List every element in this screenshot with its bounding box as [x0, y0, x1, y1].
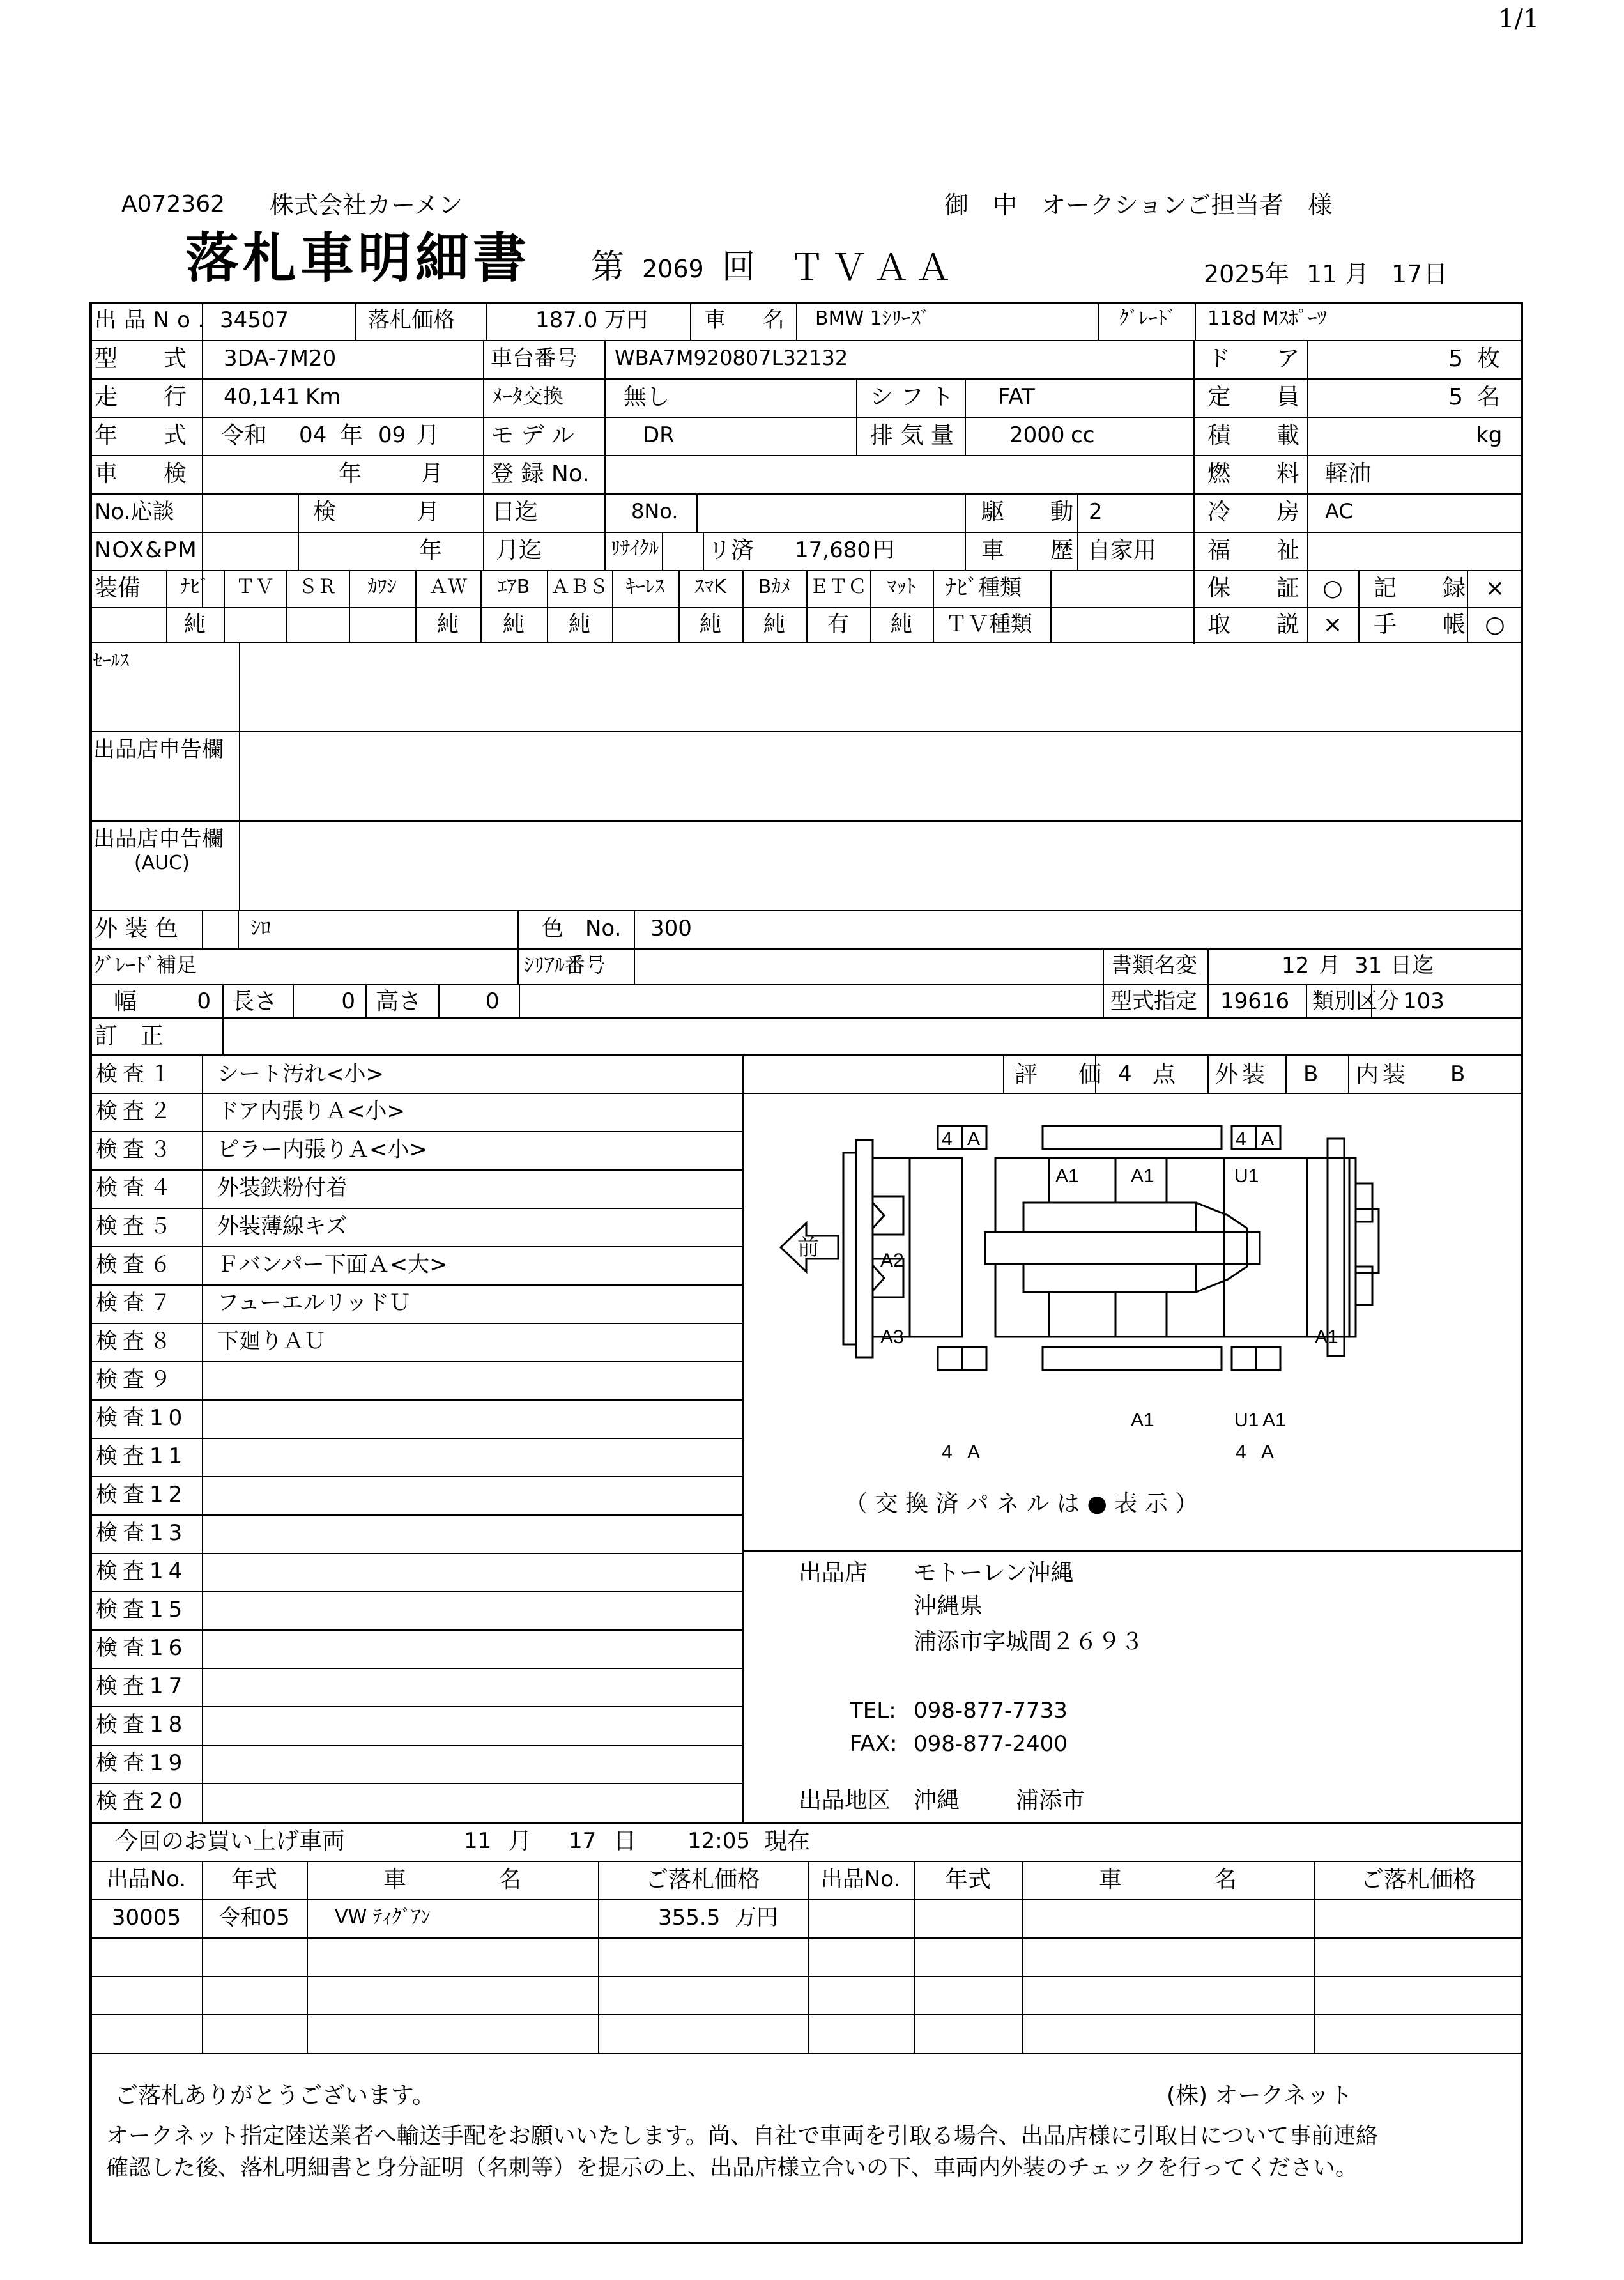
purchases-genzai: 現在 [764, 1828, 811, 1854]
record-label: 記 録 [1374, 575, 1466, 601]
name-label: 車 名 [704, 307, 792, 333]
auction-name: ＴＶＡＡ [789, 247, 958, 289]
inspection-row-line [91, 1706, 742, 1707]
width-label: 幅 [114, 989, 137, 1015]
class-label: 類別区分 [1312, 989, 1399, 1014]
equip-value-4: 純 [437, 612, 459, 637]
colorno-label: 色 No. [542, 916, 622, 941]
footer-thanks: ご落札ありがとうございます。 [115, 2083, 436, 2109]
col-name-1: 車 名 [383, 1867, 522, 1893]
length-value: 0 [341, 989, 355, 1014]
inspection-row-line [91, 1514, 742, 1516]
inspection-row-line [91, 1399, 742, 1401]
inspection-item-6: Ｆバンパー下面Ａ<大> [217, 1252, 448, 1277]
height-value: 0 [486, 989, 500, 1014]
inspection-item-3: ピラー内張りＡ<小> [217, 1137, 427, 1162]
diagram-mark-rear-l: U1 [1234, 1166, 1259, 1187]
drive-value: 2 [1089, 499, 1103, 525]
page-number: 1/1 [1498, 4, 1540, 34]
inspection-label-13: 検査13 [96, 1520, 188, 1546]
lot-value: 34507 [220, 307, 289, 333]
serial-label: ｼﾘｱﾙ番号 [524, 953, 606, 977]
doc-month: 12 [1282, 953, 1310, 978]
history-value: 自家用 [1087, 537, 1157, 564]
mileage-label: 走 行 [95, 384, 187, 410]
exterior-value: B [1303, 1061, 1319, 1087]
auc-label: (AUC) [134, 852, 190, 874]
col-lot-2: 出品No. [820, 1867, 901, 1892]
inspection-label-19: 検査19 [96, 1750, 188, 1776]
type-designation-label: 型式指定 [1110, 989, 1197, 1014]
inspection-row-line [91, 1553, 742, 1554]
issue-year: 2025 [1204, 260, 1266, 288]
issue-month: 11 [1306, 260, 1338, 288]
purchase-lot: 30005 [111, 1905, 181, 1930]
inspection-label: 車 検 [95, 461, 187, 487]
diagram-mark-rl-a: A [1261, 1128, 1275, 1150]
fuel-value: 軽油 [1325, 461, 1372, 487]
equip-header-3: ｶﾜｼ [367, 576, 397, 598]
year-mm: 09 [378, 422, 406, 448]
length-label: 長さ [231, 989, 278, 1015]
inspection-label-20: 検査20 [96, 1789, 188, 1814]
booklet-label: 手 帳 [1374, 612, 1466, 638]
inspection-item-7: フューエルリッドＵ [217, 1290, 411, 1316]
area-label: 出品地区 [799, 1787, 891, 1814]
inspection-label-4: 検査４ [96, 1175, 176, 1201]
col-price-1: ご落札価格 [645, 1867, 761, 1893]
equip-value-5: 純 [503, 612, 525, 637]
inspection-row-line [91, 1745, 742, 1746]
grade-correct-label: ｸﾞﾚｰﾄﾞ補足 [95, 953, 197, 977]
diagram-mark-front-upper: A2 [880, 1250, 904, 1271]
inspection-label-10: 検査10 [96, 1405, 188, 1431]
displacement-value: 2000 [1009, 422, 1065, 448]
shop-remark-label: 出品店申告欄 [93, 737, 224, 762]
interior-label: 内装 [1356, 1061, 1410, 1088]
diagram-mark-fr-4: 4 [942, 1442, 953, 1463]
year-label: 年 式 [95, 422, 187, 449]
warranty-value: ○ [1322, 575, 1343, 601]
area-pref: 沖縄 [914, 1787, 960, 1814]
purchase-unit: 万円 [735, 1905, 778, 1930]
capacity-value: 5 [1448, 384, 1463, 410]
inspection-row-line [91, 1246, 742, 1247]
inspection-label-11: 検査11 [96, 1444, 188, 1469]
mileage-value: 40,141 [224, 384, 300, 410]
chassis-value: WBA7M920807L32132 [615, 346, 848, 370]
ken-month-label: 月 [417, 499, 440, 525]
modelname-value: DR [643, 422, 675, 448]
area-city: 浦添市 [1016, 1787, 1085, 1814]
equip-header-5: ｴｱB [497, 576, 530, 598]
inspection-row-line [91, 1591, 742, 1592]
diagram-mark-rear-bumper: A1 [1315, 1327, 1338, 1348]
name-value: BMW 1ｼﾘｰｽﾞ [815, 307, 930, 330]
inspection-item-2: ドア内張りＡ<小> [217, 1098, 405, 1124]
history-label: 車 歴 [981, 537, 1074, 564]
inspection-label-16: 検査16 [96, 1635, 188, 1661]
class-value: 103 [1403, 989, 1444, 1014]
purchase-price: 355.5 [658, 1905, 721, 1930]
tel-label: TEL: [850, 1698, 896, 1723]
equip-value-11: 純 [891, 612, 912, 637]
model-label: 型 式 [95, 346, 187, 372]
nox-month-label: 月迄 [496, 537, 542, 564]
doc-change-label: 書類名変 [1110, 953, 1197, 978]
equip-header-8: ｽﾏK [694, 576, 726, 598]
warranty-label: 保 証 [1207, 575, 1300, 601]
height-label: 高さ [376, 989, 422, 1015]
diagram-mark-fl-4: 4 [942, 1128, 953, 1150]
width-value: 0 [197, 989, 211, 1014]
front-label: 前 [797, 1236, 819, 1260]
shift-value: FAT [998, 384, 1035, 410]
inspection-row-line [91, 1131, 742, 1132]
inspection-label-5: 検査５ [96, 1213, 176, 1239]
nav-kind-label: ﾅﾋﾞ種類 [946, 575, 1022, 601]
nox-year-label: 年 [419, 537, 443, 564]
grade-label: ｸﾞﾚｰﾄﾞ [1119, 307, 1177, 330]
diagram-mark-rl-4: 4 [1236, 1128, 1246, 1150]
seller-name: モトーレン沖縄 [914, 1560, 1074, 1586]
inspection-label-6: 検査６ [96, 1252, 176, 1277]
price-unit: 万円 [604, 307, 648, 333]
buyer-company: 株式会社カーメン [270, 191, 463, 219]
inspection-label-17: 検査17 [96, 1674, 188, 1699]
diagram-mark-door-rl: A1 [1131, 1166, 1154, 1187]
inspection-label-14: 検査14 [96, 1559, 188, 1584]
diagram-mark-door-fl: A1 [1055, 1166, 1079, 1187]
purchases-day: 17 [569, 1828, 597, 1854]
drive-label: 駆 動 [981, 499, 1074, 525]
round-number: 2069 [642, 255, 704, 283]
footer-note-line1: オークネット指定陸送業者へ輸送手配をお願いいたします。尚、自社で車両を引取る場合、出品店様に引取日について事前連絡 [106, 2123, 1379, 2149]
equip-value-10: 有 [827, 612, 849, 637]
model-value: 3DA-7M20 [224, 346, 337, 371]
equip-value-9: 純 [763, 612, 785, 637]
booklet-value: ○ [1485, 612, 1505, 638]
doc-day: 31 [1354, 953, 1383, 978]
inspection-row-line [91, 1668, 742, 1669]
correction-label: 訂 正 [95, 1023, 164, 1049]
door-unit: 枚 [1477, 346, 1501, 372]
inspection-label-12: 検査12 [96, 1482, 188, 1507]
year-nen: 年 [340, 422, 364, 449]
shop-remark-auc-label: 出品店申告欄 [93, 826, 224, 852]
regno-label: 登 録 No. [491, 461, 590, 487]
tel-value: 098-877-7733 [914, 1698, 1068, 1723]
inspection-row-line [91, 1208, 742, 1209]
price-label: 落札価格 [368, 307, 455, 333]
equip-header-4: ＡＷ [429, 576, 467, 598]
equip-header-10: ＥＴＣ [809, 576, 867, 598]
round-kai: 回 [722, 248, 756, 286]
inspection-label-15: 検査15 [96, 1597, 188, 1622]
diagram-mark-front-lower: A3 [880, 1327, 904, 1348]
doc-date-label: 日迄 [1390, 953, 1434, 978]
purchase-name: VW ﾃｨｸﾞｱﾝ [335, 1906, 431, 1929]
fax-value: 098-877-2400 [914, 1731, 1068, 1757]
year-tsuki: 月 [417, 422, 440, 449]
score-unit: 点 [1153, 1061, 1176, 1088]
purchases-time: 12:05 [687, 1828, 750, 1854]
equip-header-11: ﾏｯﾄ [887, 576, 916, 598]
inspection-row-line [91, 1476, 742, 1477]
document-code: A072362 [121, 191, 226, 217]
noxpm-label: NOX&PM [95, 537, 198, 563]
inspection-row-line [91, 1284, 742, 1286]
door-label: ド ア [1207, 346, 1300, 372]
shift-label: シ フ ト [870, 384, 954, 410]
equip-header-7: ｷｰﾚｽ [626, 576, 664, 598]
welfare-label: 福 祉 [1207, 537, 1300, 564]
document-title: 落札車明細書 [185, 227, 531, 289]
inspection-row-line [91, 1323, 742, 1324]
diagram-mark-fr-a: A [967, 1442, 981, 1463]
equip-value-0: 純 [184, 612, 206, 637]
fuel-label: 燃 料 [1207, 461, 1300, 487]
meter-label: ﾒｰﾀ交換 [492, 384, 564, 408]
score-value: 4 [1118, 1061, 1132, 1087]
chassis-label: 車台番号 [491, 346, 578, 371]
eightno-label: 8No. [631, 499, 678, 523]
manual-value: × [1322, 612, 1343, 638]
equip-header-2: ＳＲ [298, 576, 337, 598]
inspection-month: 月 [420, 461, 444, 487]
inspection-row-line [91, 1629, 742, 1631]
color-label: 外 装 色 [95, 916, 178, 942]
modelname-label: モ デ ル [491, 422, 574, 449]
purchases-tsuki: 月 [509, 1828, 532, 1854]
grade-value: 118d Mｽﾎﾟｰﾂ [1207, 307, 1327, 330]
inspection-row-line [91, 1361, 742, 1362]
col-name-2: 車 名 [1098, 1867, 1237, 1893]
door-value: 5 [1448, 346, 1463, 372]
diagram-mark-fl-a: A [967, 1128, 981, 1150]
diagram-mark-rr-4: 4 [1236, 1442, 1246, 1463]
col-year-2: 年式 [944, 1867, 992, 1893]
inspection-year: 年 [339, 461, 362, 487]
year-era: 令和 [221, 422, 268, 449]
aircon-label: 冷 房 [1207, 499, 1300, 525]
color-value: ｼﾛ [250, 916, 272, 940]
sales-label: ｾｰﾙｽ [93, 650, 130, 671]
col-price-2: ご落札価格 [1360, 1867, 1476, 1893]
doc-tsuki: 月 [1319, 953, 1340, 978]
exterior-label: 外装 [1215, 1061, 1269, 1088]
diagram-mark-door-rr: A1 [1131, 1410, 1154, 1431]
footer-company: (株) オークネット [1167, 2083, 1353, 2109]
inspection-label-8: 検査８ [96, 1329, 176, 1354]
diagram-mark-rr-a: A [1261, 1442, 1275, 1463]
equip-header-0: ﾅﾋﾞ [180, 576, 210, 598]
inspection-row-line [91, 1783, 742, 1784]
record-value: × [1485, 575, 1505, 601]
car-damage-diagram [742, 1094, 1522, 1490]
inspection-label-1: 検査１ [96, 1061, 176, 1087]
inspection-label-2: 検査２ [96, 1098, 176, 1124]
inspection-row-line [91, 1093, 742, 1094]
equip-header-6: ＡＢＳ [551, 576, 608, 598]
purchases-caption: 今回のお買い上げ車両 [115, 1828, 346, 1854]
year-yy: 04 [299, 422, 327, 448]
inspection-label-7: 検査７ [96, 1290, 176, 1316]
load-label: 積 載 [1207, 422, 1300, 449]
inspection-item-4: 外装鉄粉付着 [217, 1175, 348, 1201]
inspection-row-line [91, 1438, 742, 1439]
addressee: 御 中 オークションご担当者 様 [944, 191, 1333, 219]
recycle-label: ﾘｻｲｸﾙ [611, 537, 659, 560]
recycle-value: 17,680 [795, 537, 871, 563]
capacity-label: 定 員 [1207, 384, 1300, 410]
col-year-1: 年式 [231, 1867, 278, 1893]
issue-day: 17 [1391, 260, 1423, 288]
col-lot-1: 出品No. [106, 1867, 187, 1892]
footer-note-line2: 確認した後、落札明細書と身分証明（名刺等）を提示の上、出品店様立合いの下、車両内外装のチェックを行ってください。 [106, 2155, 1358, 2181]
capacity-unit: 名 [1477, 384, 1501, 410]
tv-kind-label: ＴＶ種類 [946, 612, 1032, 637]
issue-hi: 日 [1423, 260, 1448, 288]
recycle-paid-label: リ済 [708, 537, 755, 564]
displacement-unit: cc [1071, 422, 1095, 448]
recycle-unit: 円 [873, 537, 894, 563]
inspection-label-9: 検査９ [96, 1367, 176, 1392]
equip-label: 装備 [95, 575, 141, 601]
manual-label: 取 説 [1207, 612, 1300, 638]
issue-tsuki: 月 [1345, 260, 1370, 288]
seller-label: 出品店 [799, 1560, 868, 1586]
displacement-label: 排 気 量 [870, 422, 954, 449]
inspection-row-line [91, 1169, 742, 1171]
issue-nen: 年 [1265, 260, 1290, 288]
purchases-hi: 日 [613, 1828, 637, 1854]
fax-label: FAX: [850, 1731, 898, 1757]
ken-date-label: 日迄 [492, 499, 539, 525]
diagram-mark-rear-r-u1: U1 [1234, 1410, 1259, 1431]
ken-label: 検 [313, 499, 337, 525]
equip-value-8: 純 [700, 612, 721, 637]
inspection-item-5: 外装薄線キズ [217, 1213, 348, 1239]
inspection-label-3: 検査３ [96, 1137, 176, 1162]
type-designation-value: 19616 [1220, 989, 1290, 1014]
meter-value: 無し [624, 384, 670, 410]
diagram-mark-rear-r-a1: A1 [1262, 1410, 1286, 1431]
inspection-item-1: シート汚れ<小> [217, 1061, 384, 1087]
purchase-year: 令和05 [218, 1905, 290, 1930]
lot-label: 出品No. [95, 307, 212, 333]
colorno-value: 300 [650, 916, 692, 941]
inspection-item-8: 下廻りＡＵ [217, 1329, 326, 1354]
round-dai: 第 [591, 248, 625, 286]
equip-header-1: ＴＶ [236, 576, 274, 598]
equip-value-6: 純 [569, 612, 590, 637]
price-value: 187.0 [535, 307, 598, 333]
seller-pref: 沖縄県 [914, 1593, 983, 1619]
interior-value: B [1450, 1061, 1466, 1087]
load-unit: kg [1476, 422, 1503, 448]
purchases-month: 11 [464, 1828, 492, 1854]
diagram-note: （ 交 換 済 パ ネ ル は ● 表 示 ） [845, 1491, 1199, 1517]
score-label: 評 価 [1015, 1061, 1111, 1088]
equip-header-9: Bｶﾒ [758, 576, 791, 598]
aircon-value: AC [1325, 499, 1353, 523]
seller-address: 浦添市字城間２６９３ [914, 1629, 1144, 1655]
inspection-label-18: 検査18 [96, 1712, 188, 1737]
mileage-unit: Km [305, 384, 341, 410]
negotiation-label: No.応談 [95, 499, 174, 525]
